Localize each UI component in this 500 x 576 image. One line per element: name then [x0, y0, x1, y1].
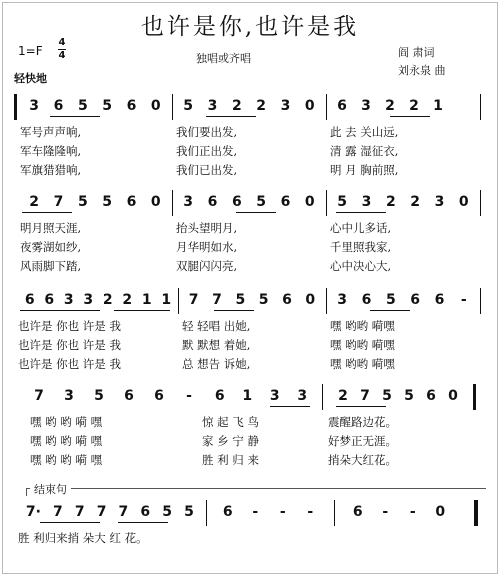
note: 1: [161, 292, 172, 308]
lyric-2-2-3: 千里照我家,: [330, 240, 392, 254]
lyric-2-3-3: 心中决心大,: [330, 259, 392, 273]
note: 5: [162, 504, 173, 520]
note: 2: [256, 98, 267, 114]
note: 5: [385, 292, 396, 308]
lyric-3-1-1: 也许是 你也 许是 我: [18, 319, 121, 333]
note: 5: [102, 98, 113, 114]
note: -: [307, 504, 314, 520]
note: 3: [207, 98, 218, 114]
lyric-1-1-1: 军号声声响,: [20, 125, 82, 139]
note: 6: [231, 194, 242, 210]
note: 6: [361, 292, 372, 308]
note: 6: [126, 98, 137, 114]
lyric-3-2-3: 嘿 哟哟 嗬嘿: [330, 338, 395, 352]
lyric-3-2-2: 默 默想 着她,: [182, 338, 251, 352]
song-title: 也许是你,也许是我: [140, 14, 360, 40]
note: 6: [280, 194, 291, 210]
note: 5: [94, 388, 104, 404]
note: 7: [118, 504, 129, 520]
lyric-4-3-2: 胜 利 归 来: [202, 453, 259, 467]
end-section-label: 结束句: [30, 481, 71, 497]
note: 6: [207, 194, 218, 210]
note: 2: [385, 98, 395, 114]
note: 6: [24, 292, 35, 308]
note: 6: [434, 292, 445, 308]
lyric-1-2-2: 我们正出发,: [176, 144, 238, 158]
note: 7: [53, 194, 64, 210]
lyric-3-2-1: 也许是 你也 许是 我: [18, 338, 121, 352]
note: 6: [53, 98, 64, 114]
lyric-2-1-1: 明月照天涯,: [20, 221, 82, 235]
note: 0: [150, 194, 161, 210]
note: 3: [183, 194, 194, 210]
lyric-4-1-3: 震醒路边花。: [328, 415, 397, 429]
measure-2-1: [22, 194, 168, 210]
note: -: [460, 292, 467, 308]
lyric-1-1-2: 我们要出发,: [176, 125, 238, 139]
lyric-2-3-2: 双腿闪闪亮,: [176, 259, 238, 273]
note: 7: [212, 292, 222, 308]
note: 0: [304, 98, 315, 114]
note: -: [186, 388, 192, 404]
measure-4-1: [24, 388, 204, 404]
note: 6: [352, 504, 363, 520]
lyric-3-3-3: 嘿 哟哟 嗬嘿: [330, 357, 395, 371]
lyric-4-2-3: 好梦正无涯。: [328, 434, 397, 448]
measure-5-3: [344, 504, 454, 520]
note: 7: [34, 388, 44, 404]
note: 0: [435, 504, 446, 520]
lyric-1-3-1: 军旗猎猎响,: [20, 163, 82, 177]
lyric-5-1-1: 胜 利归来捎 朵大 红 花。: [18, 531, 148, 545]
note: 2: [231, 98, 242, 114]
measure-1-1: [22, 98, 168, 114]
measure-4-3: [332, 388, 464, 404]
note: 0: [304, 194, 315, 210]
note: 7: [52, 504, 63, 520]
music-system-1: [14, 94, 486, 120]
measure-2-2: [176, 194, 322, 210]
note: 5: [77, 194, 88, 210]
note: -: [279, 504, 286, 520]
note: 5: [337, 194, 348, 210]
note: -: [252, 504, 259, 520]
lyric-3-1-2: 轻 轻唱 出她,: [182, 319, 251, 333]
measure-5-2: [214, 504, 324, 520]
measure-3-3: [330, 292, 476, 308]
lyric-3-3-2: 总 想告 诉她,: [182, 357, 251, 371]
note: 5: [382, 388, 392, 404]
note: 6: [126, 194, 137, 210]
note: 5: [102, 194, 113, 210]
lyric-3-1-3: 嘿 哟哟 嗬嘿: [330, 319, 395, 333]
note: 3: [297, 388, 308, 404]
note: 3: [269, 388, 280, 404]
note: 7: [188, 292, 199, 308]
note: 7: [96, 504, 107, 520]
note: 2: [410, 194, 421, 210]
measure-2-3: [330, 194, 476, 210]
lyric-4-1-1: 嘿 哟 哟 嗬 嘿: [30, 415, 103, 429]
note: 6: [410, 292, 421, 308]
note: 1: [433, 98, 443, 114]
key-signature: 1=F: [18, 44, 43, 58]
music-system-4: [14, 384, 486, 410]
lyric-2-1-3: 心中儿多话,: [330, 221, 392, 235]
end-section-bracket: [26, 488, 486, 489]
note: 0: [150, 98, 161, 114]
note: 7: [74, 504, 85, 520]
note: 5: [235, 292, 246, 308]
lyric-4-2-1: 嘿 哟 哟 嗬 嘿: [30, 434, 103, 448]
note: 0: [458, 194, 469, 210]
note: 0: [448, 388, 458, 404]
note: 2: [338, 388, 348, 404]
note: 2: [122, 292, 133, 308]
measure-3-1: [20, 292, 176, 308]
lyric-1-1-3: 此 去 关山远,: [330, 125, 399, 139]
lyric-4-3-3: 捎朵大红花。: [328, 453, 397, 467]
note: 0: [305, 292, 316, 308]
music-system-5: [14, 500, 486, 526]
note: -: [382, 504, 389, 520]
note: 5: [258, 292, 269, 308]
time-signature-bottom: 4: [58, 50, 66, 61]
music-system-2: [14, 190, 486, 216]
measure-4-2: [206, 388, 316, 404]
note: 1: [242, 388, 253, 404]
note: 3: [337, 292, 348, 308]
note: 3: [83, 292, 94, 308]
note: 3: [63, 292, 74, 308]
note: 6: [222, 504, 233, 520]
note: 6: [214, 388, 225, 404]
lyric-1-2-1: 军车隆隆响,: [20, 144, 82, 158]
note: 7·: [25, 504, 41, 520]
music-system-3: [14, 288, 486, 314]
note: 3: [361, 98, 371, 114]
note: 3: [434, 194, 445, 210]
time-signature-top: 4: [58, 37, 66, 48]
note: 2: [102, 292, 113, 308]
note: 6: [426, 388, 436, 404]
lyricist-credit: 阎 肃词: [398, 46, 435, 59]
measure-1-3: [330, 98, 450, 114]
lyric-2-1-2: 抬头望明月,: [176, 221, 238, 235]
note: 3: [280, 98, 291, 114]
lyric-4-1-2: 惊 起 飞 鸟: [202, 415, 259, 429]
note: 5: [404, 388, 414, 404]
note: 5: [184, 504, 194, 520]
note: 5: [183, 98, 194, 114]
note: 7: [360, 388, 370, 404]
note: 6: [282, 292, 292, 308]
note: 6: [337, 98, 347, 114]
tempo-marking: 轻快地: [14, 72, 47, 85]
note: 1: [141, 292, 152, 308]
lyric-4-3-1: 嘿 哟 哟 嗬 嘿: [30, 453, 103, 467]
measure-5-1: [20, 504, 200, 520]
lyric-2-2-1: 夜雾湖如纱,: [20, 240, 82, 254]
composer-credit: 刘永泉 曲: [398, 64, 446, 77]
performance-note: 独唱或齐唱: [196, 52, 251, 65]
lyric-1-3-3: 明 月 胸前照,: [330, 163, 399, 177]
lyric-1-2-3: 清 露 湿征衣,: [330, 144, 399, 158]
lyric-3-3-1: 也许是 你也 许是 我: [18, 357, 121, 371]
note: 2: [29, 194, 40, 210]
lyric-2-2-2: 月华明如水,: [176, 240, 238, 254]
time-signature: [58, 38, 66, 61]
note: 6: [154, 388, 164, 404]
note: 5: [256, 194, 267, 210]
note: -: [409, 504, 416, 520]
note: 6: [124, 388, 134, 404]
lyric-1-3-2: 我们已出发,: [176, 163, 238, 177]
note: 2: [409, 98, 419, 114]
note: 6: [44, 292, 55, 308]
note: 6: [140, 504, 151, 520]
lyric-4-2-2: 家 乡 宁 静: [202, 434, 259, 448]
note: 2: [385, 194, 396, 210]
note: 3: [64, 388, 74, 404]
note: 3: [29, 98, 40, 114]
note: 3: [361, 194, 372, 210]
lyric-2-3-1: 风雨脚下踏,: [20, 259, 82, 273]
measure-1-2: [176, 98, 322, 114]
measure-3-2: [182, 292, 322, 308]
note: 5: [77, 98, 88, 114]
